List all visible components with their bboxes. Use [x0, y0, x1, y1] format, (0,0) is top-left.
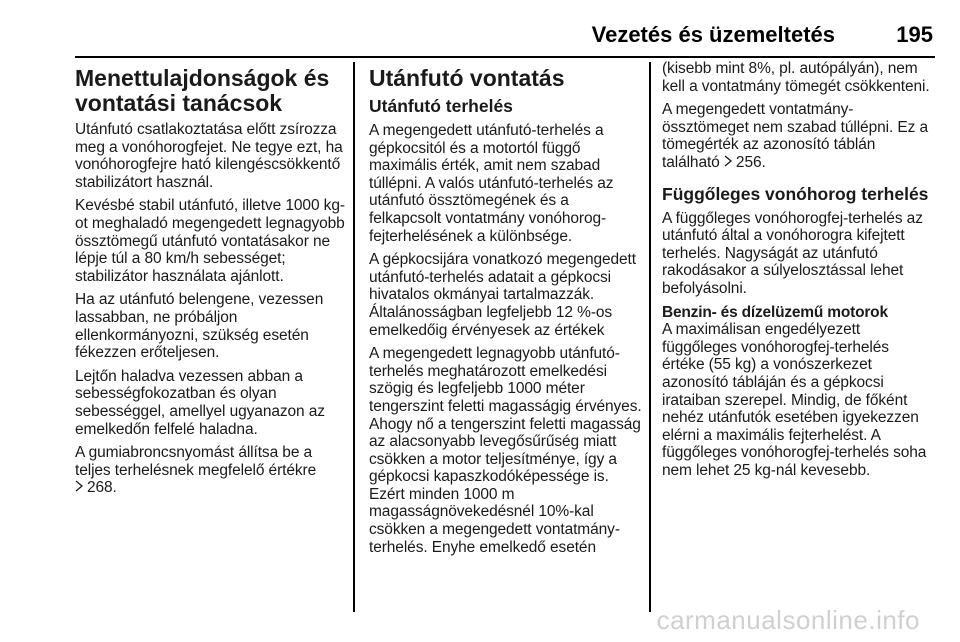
paragraph: (kisebb mint 8%, pl. autópályán), nem kell a vontatmány tömegét csökkenteni.	[662, 60, 930, 95]
paragraph: A gépkocsijára vonatkozó megengedett utánfutó-terhelés adatait a gépkocsi hivatalos okmányai tartalmazzák.	[369, 251, 636, 304]
paragraph-text: A megengedett vontatmány-össztömeget nem szabad túllépni. Ez a tömegérték az azonosító táblán található	[662, 101, 928, 171]
chapter-title: Vezetés és üzemeltetés	[591, 22, 835, 47]
paragraph: Utánfutó csatlakoztatása előtt zsírozza meg a vonóhorogfejet. Ne tegye ezt, ha vonóhorogfejre ható kilengéscsökkentő stabilizátort használ.	[75, 121, 343, 191]
reference-arrow-icon	[75, 479, 84, 497]
paragraph-text: A gumiabroncsnyomást állítsa be a teljes terhelésnek megfelelő értékre	[75, 444, 317, 479]
paragraph: A maximálisan engedélyezett függőleges vonóhorogfej-terhelés értéke (55 kg) a vonószerkezet azonosító tábláján és a gépkocsi irataiban szerepel. Mindig, de főként nehéz utánfutók esetében igyekezzen elérni a maximális fejterhelést. A függőleges vonóhorogfej-terhelés soha nem lehet 25 kg-nál kevesebb.	[662, 321, 927, 479]
page-number: 195	[896, 22, 933, 47]
paragraph	[75, 444, 347, 497]
column-middle	[369, 60, 645, 562]
column-divider-right	[649, 62, 651, 612]
page-reference-link[interactable]: 256.	[735, 153, 766, 171]
subsection-heading-engines: Benzin- és dízelüzemű motorok	[662, 303, 888, 321]
paragraph: Általánosságban legfeljebb 12 %-os emelkedőig érvényesek az értékek	[369, 303, 613, 339]
paragraph: Ha az utánfutó belengene, vezessen lassabban, ne próbáljon ellenkormányozni, szükség esetén fékezzen erőteljesen.	[75, 291, 324, 362]
paragraph: A megengedett legnagyobb utánfutó-terhelés meghatározott emelkedési szögig és legfeljebb 1000 méter tengerszint feletti magasságig érvényes. Ahogy nő a tengerszint feletti magasság az alacsonyabb levegősűrűség miatt csökken a motor teljesítménye, így a gépkocsi kapaszkodóképessége is. Ezért minden 1000 m magasságnövekedésnél 10%-kal csökken a megengedett vontatmány-terhelés. Enyhe emelkedő esetén	[369, 345, 642, 556]
column-right	[662, 60, 934, 485]
column-left	[75, 60, 347, 503]
page-reference-link[interactable]: 268.	[87, 479, 117, 497]
paragraph: Kevésbé stabil utánfutó, illetve 1000 kg-ot meghaladó megengedett legnagyobb össztömegű utánfutó vontatásakor ne lépje túl a 80 km/h sebességet; stabilizátor használata ajánlott.	[75, 197, 345, 285]
paragraph: A függőleges vonóhorogfej-terhelés az utánfutó által a vonóhorogra kifejtett terhelés. Nagyságát az utánfutó rakodásakor a súlyelosztással lehet befolyásolni.	[662, 209, 923, 297]
subsection-heading-trailer-load: Utánfutó terhelés	[369, 96, 513, 116]
section-heading-trailer-towing: Utánfutó vontatás	[369, 65, 565, 91]
paragraph: A megengedett utánfutó-terhelés a gépkocsitól és a motortól függő maximális érték, amit nem szabad túllépni. A valós utánfutó-terhelés az utánfutó össztömegének és a felkapcsolt vontatmány vonóhorog-fejterhelésének a különbsége.	[369, 122, 614, 245]
section-heading-driving-tips: Menettulajdonságok és vontatási tanácsok	[75, 65, 330, 116]
reference-arrow-icon	[724, 154, 733, 172]
watermark: carmanualsonline.info	[656, 605, 920, 635]
paragraph: Lejtőn haladva vezessen abban a sebességfokozatban és olyan sebességgel, amellyel ugyanazon az emelkedőn felfelé haladna.	[75, 367, 325, 438]
paragraph	[662, 101, 934, 171]
page-header	[75, 0, 935, 58]
subsection-heading-vertical-load: Függőleges vonóhorog terhelés	[662, 183, 929, 204]
column-divider-left	[353, 62, 355, 612]
